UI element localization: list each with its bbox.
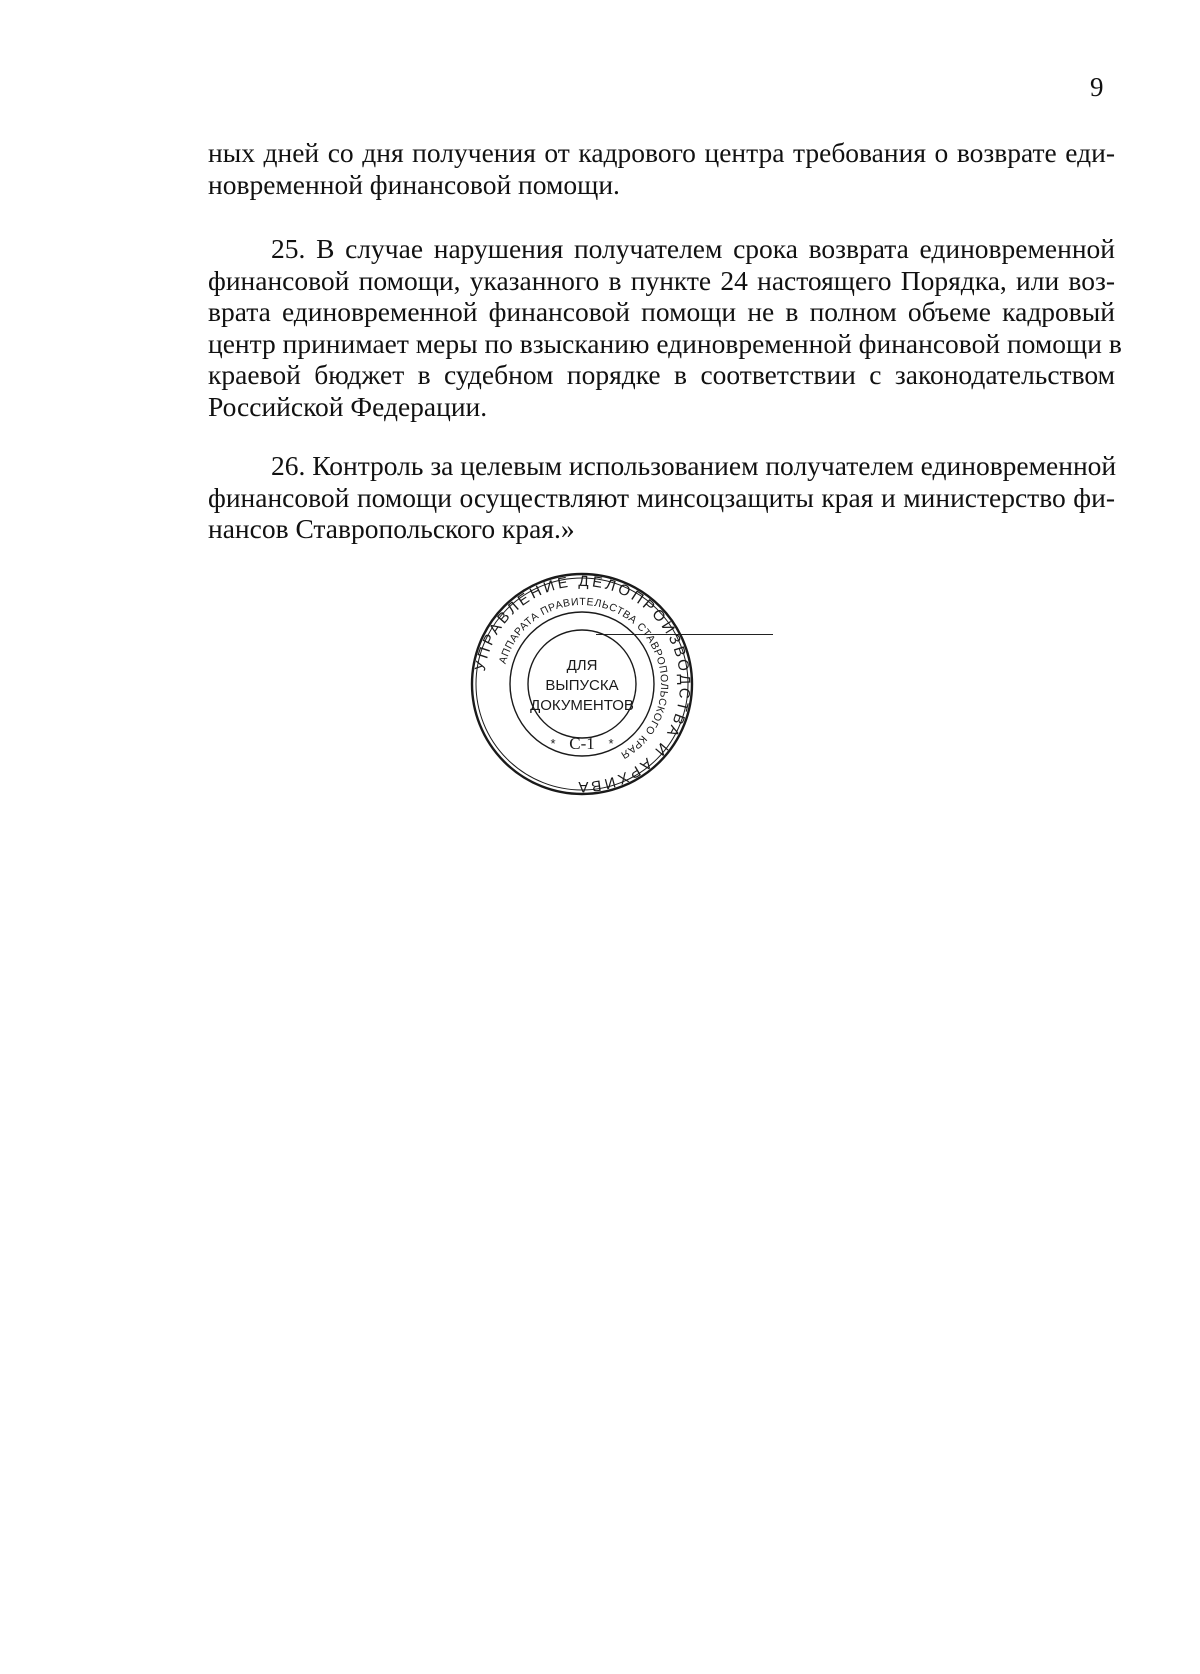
stamp-star-left: * (550, 736, 556, 751)
stamp-center-line1: ДЛЯ (566, 657, 598, 674)
official-stamp (470, 572, 694, 796)
stamp-center-line2: ВЫПУСКА (545, 677, 619, 694)
text-line: центр принимает меры по взысканию единовременной финансовой помощи в (208, 327, 1122, 359)
text-line: Российской Федерации. (208, 390, 488, 422)
text-line: краевой бюджет в судебном порядке в соответствии с законодательством (208, 359, 1115, 390)
text-line: новременной финансовой помощи. (208, 168, 620, 200)
text-line: финансовой помощи, указанного в пункте 24 настоящего Порядка, или воз- (208, 264, 1115, 296)
text-line: 26. Контроль за целевым использованием получателем единовременной (271, 450, 1117, 481)
paragraph-25 (208, 233, 1122, 422)
paragraph-26 (208, 450, 1115, 545)
stamp-inner-textpath: АППАРАТА ПРАВИТЕЛЬСТВА СТАВРОПОЛЬСКОГО КРАЯ (496, 595, 671, 762)
stamp-code: С-1 (569, 734, 595, 753)
stamp-star-right: * (608, 736, 614, 751)
text-line: нансов Ставропольского края.» (208, 513, 575, 544)
text-line: врата единовременной финансовой помощи не в полном объеме кадровый (208, 296, 1115, 327)
text-line: 25. В случае нарушения получателем срока возврата единовременной (271, 233, 1115, 264)
page-number: 9 (1090, 72, 1104, 102)
stamp-center-line3: ДОКУМЕНТОВ (530, 697, 634, 714)
text-line: финансовой помощи осуществляют минсоцзащиты края и министерство фи- (208, 481, 1115, 513)
paragraph-continuation (208, 137, 1115, 200)
text-line: ных дней со дня получения от кадрового центра требования о возврате еди- (208, 137, 1115, 168)
stamp-outer-textpath: УПРАВЛЕНИЕ ДЕЛОПРОИЗВОДСТВА И АРХИВА (471, 572, 694, 796)
